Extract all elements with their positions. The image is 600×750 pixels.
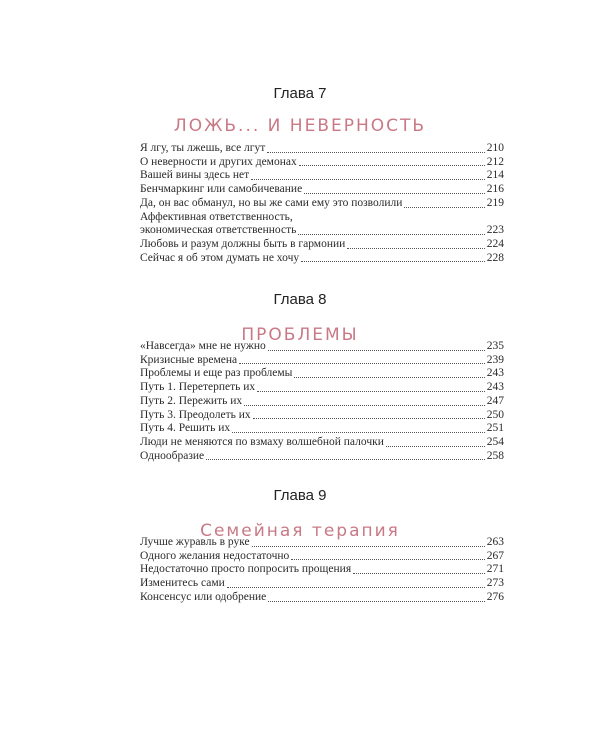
dot-leader [299, 165, 485, 166]
toc-entry-page: 210 [486, 142, 504, 154]
chapter-8 [0, 290, 600, 462]
toc-entry-title: Вашей вины здесь нет [140, 169, 250, 182]
dot-leader [268, 601, 485, 602]
toc-entry-title: Любовь и разум должны быть в гармонии [140, 237, 346, 250]
toc-entry[interactable] [140, 381, 504, 395]
dot-leader [294, 377, 484, 378]
toc-entry-page: 263 [486, 536, 504, 548]
toc-entry-page: 243 [486, 367, 504, 380]
dot-leader [301, 261, 485, 262]
dot-leader [206, 459, 485, 460]
toc-entry[interactable] [140, 591, 504, 605]
toc-entry-title: Люди не меняются по взмаху волшебной палочки [140, 435, 384, 448]
dot-leader [239, 363, 485, 364]
toc-entry[interactable] [140, 422, 504, 436]
toc-entry-title: Путь 1. Перетерпеть их [140, 381, 256, 394]
toc-entry-page: 228 [486, 251, 504, 264]
toc-entry-page: 267 [486, 549, 504, 562]
toc-entry[interactable] [140, 142, 504, 156]
toc-list [140, 340, 504, 463]
toc-entry[interactable] [140, 450, 504, 464]
dot-leader [232, 432, 485, 433]
dot-leader [244, 405, 485, 406]
toc-entry[interactable] [140, 395, 504, 409]
chapter-9 [0, 486, 600, 603]
toc-entry-title: Путь 4. Решить их [140, 422, 231, 435]
toc-entry-page: 271 [486, 563, 504, 576]
toc-entry-page: 212 [486, 155, 504, 168]
toc-entry-page: 223 [486, 224, 504, 237]
toc-entry-page: 216 [486, 183, 504, 196]
toc-entry-title: Консенсус или одобрение [140, 590, 267, 603]
toc-entry[interactable] [140, 563, 504, 577]
chapter-7 [0, 84, 600, 264]
toc-entry-page: 250 [486, 408, 504, 421]
toc-entry-title: Одного желания недостаточно [140, 549, 290, 562]
toc-entry[interactable] [140, 367, 504, 381]
toc-list [140, 142, 504, 265]
toc-entry[interactable] [140, 238, 504, 252]
dot-leader [252, 546, 485, 547]
toc-entry[interactable] [140, 252, 504, 266]
toc-entry[interactable] [140, 197, 504, 211]
toc-entry-page: 276 [486, 590, 504, 603]
dot-leader [304, 193, 485, 194]
dot-leader [268, 350, 485, 351]
chapter-label: Глава 8 [273, 291, 327, 308]
toc-entry-title: экономическая ответственность [140, 224, 297, 237]
toc-entry-title: О неверности и других демонах [140, 155, 297, 168]
toc-entry-page: 254 [486, 435, 504, 448]
toc-entry-title: Сейчас я об этом думать не хочу [140, 251, 300, 264]
dot-leader [253, 418, 485, 419]
chapter-title: ПРОБЛЕМЫ [241, 325, 359, 345]
toc-entry-page: 219 [486, 196, 504, 209]
toc-entry-title: Изменитесь сами [140, 577, 225, 590]
toc-entry-page: 247 [486, 394, 504, 407]
dot-leader [404, 207, 484, 208]
toc-entry-page: 251 [486, 422, 504, 435]
toc-entry[interactable] [140, 436, 504, 450]
toc-entry-page: 243 [486, 381, 504, 394]
toc-entry-title: Кризисные времена [140, 353, 238, 366]
toc-entry-title: Проблемы и еще раз проблемы [140, 367, 293, 380]
toc-entry[interactable] [140, 211, 504, 238]
toc-entry-page: 258 [486, 449, 504, 462]
toc-entry[interactable] [140, 409, 504, 423]
toc-entry[interactable] [140, 536, 504, 550]
toc-entry-title: Да, он вас обманул, но вы же сами ему это позволили [140, 196, 403, 209]
toc-entry-title-line1: Аффективная ответственность, [140, 210, 293, 223]
dot-leader [227, 587, 485, 588]
toc-entry-page: 214 [486, 169, 504, 182]
toc-entry-title: Лучше журавль в руке [140, 536, 250, 548]
toc-entry-page: 224 [486, 237, 504, 250]
toc-entry-page: 239 [486, 353, 504, 366]
toc-entry-page: 235 [486, 340, 504, 352]
dot-leader [291, 559, 484, 560]
toc-entry[interactable] [140, 354, 504, 368]
dot-leader [347, 248, 484, 249]
toc-entry[interactable] [140, 577, 504, 591]
toc-list [140, 536, 504, 605]
dot-leader [298, 234, 484, 235]
dot-leader [251, 179, 485, 180]
toc-entry-title: «Навсегда» мне не нужно [140, 340, 266, 352]
toc-entry-title: Я лгу, ты лжешь, все лгут [140, 142, 266, 154]
toc-entry-title: Бенчмаркинг или самобичевание [140, 183, 303, 196]
toc-entry-line2 [140, 224, 504, 238]
toc-entry-title: Путь 3. Преодолеть их [140, 408, 251, 421]
chapter-title: Семейная терапия [200, 521, 400, 541]
toc-entry[interactable] [140, 183, 504, 197]
dot-leader [267, 152, 484, 153]
dot-leader [257, 391, 485, 392]
dot-leader [353, 573, 485, 574]
toc-entry[interactable] [140, 340, 504, 354]
chapter-label: Глава 9 [273, 487, 327, 504]
dot-leader [386, 446, 485, 447]
toc-entry[interactable] [140, 550, 504, 564]
toc-entry-title: Недостаточно просто попросить прощения [140, 563, 352, 576]
toc-entry-title: Путь 2. Пережить их [140, 394, 243, 407]
chapter-title: ЛОЖЬ... И НЕВЕРНОСТЬ [173, 116, 427, 136]
toc-entry[interactable] [140, 169, 504, 183]
toc-entry-page: 273 [486, 577, 504, 590]
toc-entry-title: Однообразие [140, 449, 205, 462]
chapter-label: Глава 7 [273, 85, 327, 102]
toc-entry[interactable] [140, 156, 504, 170]
